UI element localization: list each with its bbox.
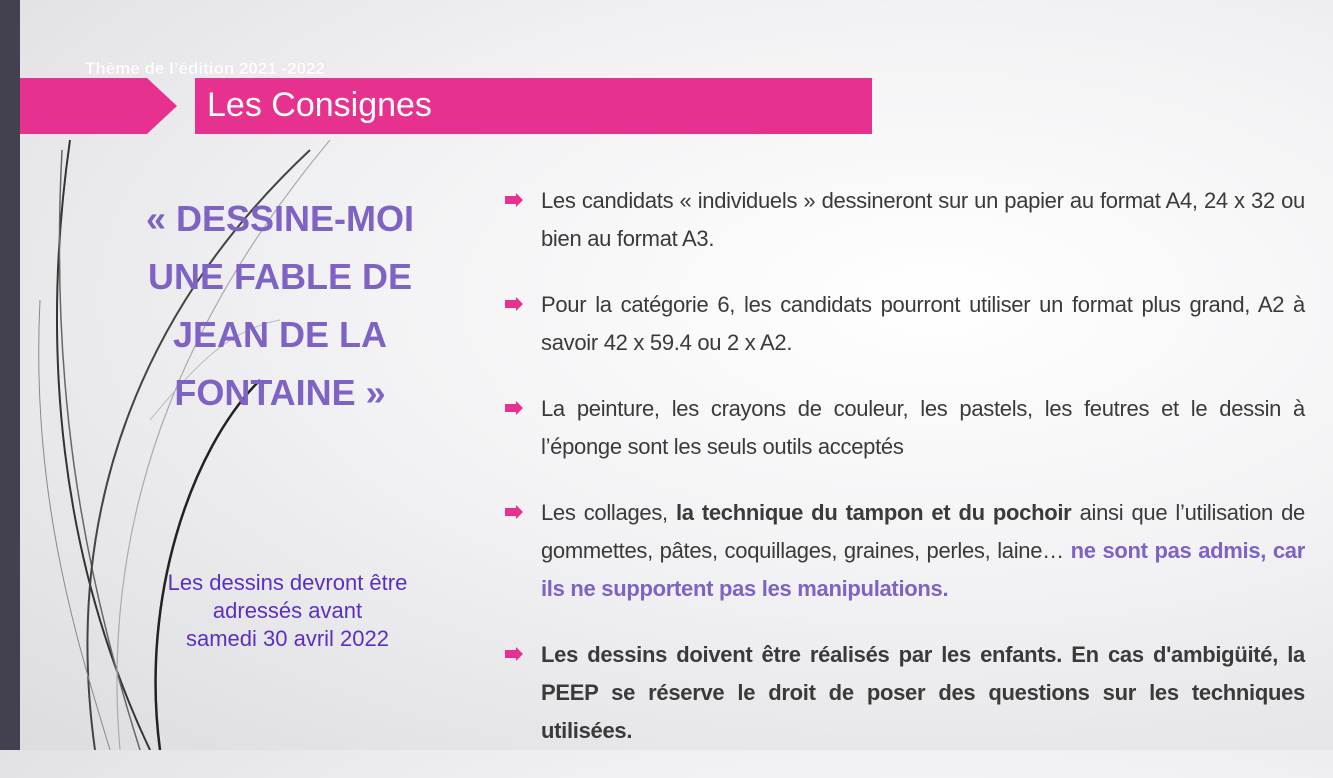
banner-title: Les Consignes <box>207 86 432 124</box>
rule-item <box>505 286 1305 362</box>
rule-item <box>505 636 1305 750</box>
arrow-bullet-icon <box>505 193 523 207</box>
rule-text: Les collages, <box>541 500 676 525</box>
rule-text-bold: la technique du tampon et du pochoir <box>675 500 1072 525</box>
rule-text-bold: Les dessins doivent être réalisés par les enfants. En cas d'ambigüité, la PEEP se réserve le droit de poser des questions sur les techniques utilisées. <box>541 642 1305 743</box>
rule-item <box>505 390 1305 466</box>
arrow-bullet-icon <box>505 505 523 519</box>
rule-text: ainsi que l’utilisation de gommettes, pâtes, coquillages, graines, perles, laine… <box>541 500 1305 563</box>
main-title <box>110 190 450 422</box>
deadline-line: adressés avant <box>212 598 363 623</box>
rule-item <box>505 494 1305 608</box>
main-title-line: FONTAINE » <box>174 372 386 413</box>
deadline-note <box>130 569 445 653</box>
deadline-line: Les dessins devront être <box>167 570 408 595</box>
rule-item <box>505 182 1305 258</box>
banner-arrow-icon <box>20 78 177 134</box>
rules-list <box>505 182 1305 778</box>
main-title-line: « DESSINE-MOI <box>145 198 415 239</box>
deadline-line: samedi 30 avril 2022 <box>185 626 389 651</box>
rule-text: Pour la catégorie 6, les candidats pourront utiliser un format plus grand, A2 à savoir 42 x 59.4 ou 2 x A2. <box>541 292 1305 355</box>
arrow-bullet-icon <box>505 401 523 415</box>
arrow-bullet-icon <box>505 297 523 311</box>
main-title-line: UNE FABLE DE <box>147 256 413 297</box>
rule-text: Les candidats « individuels » dessineront sur un papier au format A4, 24 x 32 ou bien au format A3. <box>541 188 1305 251</box>
main-title-line: JEAN DE LA <box>172 314 388 355</box>
rule-text: La peinture, les crayons de couleur, les pastels, les feutres et le dessin à l’éponge sont les seuls outils acceptés <box>541 396 1305 459</box>
title-banner <box>195 78 872 134</box>
rule-text-highlight: ne sont pas admis, car ils ne supportent pas les manipulations. <box>541 538 1305 601</box>
arrow-bullet-icon <box>505 647 523 661</box>
theme-label: Thème de l’édition 2021 -2022 <box>85 59 325 78</box>
